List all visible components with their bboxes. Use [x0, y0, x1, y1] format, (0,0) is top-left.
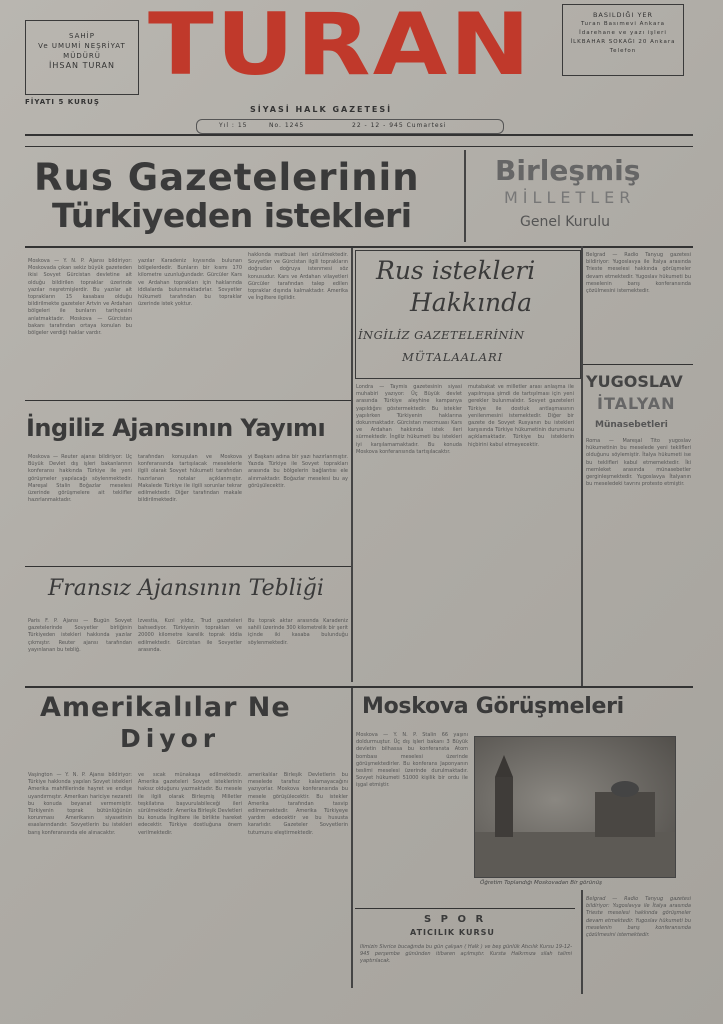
column-rule: [581, 890, 583, 994]
spor-headline: S P O R: [424, 914, 487, 925]
yugoslav-headline-line2: İTALYAN: [597, 394, 676, 413]
section-rule: [583, 364, 693, 365]
section-rule: [355, 908, 575, 909]
yugoslav-headline-line1: YUGOSLAV: [586, 372, 683, 391]
section-rule: [25, 400, 351, 401]
publisher-line: Telefon: [609, 48, 637, 54]
spor-body: İlimizin Sivrice bucağında bu gün çalışan ( Halk ) ve beş günlük Atıcılık Kursu 19-12-945 perşembe gününden itibaren açılmıştır. Kursta Halkımıza silah talimi yaptırılacak.: [360, 944, 572, 965]
issue-date: 22 - 12 - 945 Cumartesi: [352, 122, 447, 129]
fransiz-col2: İzvestia, Kızıl yıldız, Trud gazeteleri bahsediyor. Türkiyenin toprakları ve 20000 kilometre karelik toprak iddia edilmektedir. Gürcistan ile Sovyetler arasında.: [138, 618, 242, 653]
photo-tower: [495, 777, 513, 837]
owner-line: İHSAN TURAN: [48, 61, 116, 70]
publisher-line: BASILDIĞI YER: [592, 11, 654, 19]
publisher-line: İdarehane ve yazı işleri: [579, 30, 667, 36]
rus-body-col1: Moskova — Y. N. P. Ajansı bildiriyor: Moskovada çıkan sekiz büyük gazeteden ikisi Sovyet Gürcistan devletine ait olduğu bildirilen topraklar üzerinde yazılar neşretmişlerdir. Bu yazılar ait toprakların 15 kasabası olduğu bildirilmekte gazeteler Artvin ve Ardahan bölgeleri ile bunların tarihçesini anlatmaktadır. Moskova — Gürcistan bakanı tarafından ortaya konulan bu bölgeler verdiği haklar vardır.: [28, 258, 132, 337]
yugoslav-headline-line3: Münasebetleri: [595, 420, 668, 430]
owner-line: Ve UMUMİ NEŞRİYAT: [38, 42, 126, 50]
moskova-body: Moskova — Y. N. P. Stalin 66 yaşını doldurmuştur. Üç dış işleri bakanı 3 Büyük devletin bilhassa bu konferansta Atom bombası meselesi üzerinde görüşmektedirler. Bu konferans Japonyanın teslimi meselesi üzerinde durulmaktadır. Sovyet hükumeti 51000 kişilik bir ordu ile işgal etmiştir.: [356, 732, 468, 789]
publisher-box: [562, 4, 684, 76]
price-label: FİYATI 5 KURUŞ: [25, 98, 100, 106]
column-rule: [351, 246, 353, 682]
fransiz-col3: Bu toprak aktar arasında Karadeniz sahili üzerinde 300 kilometrelik bir şerit içinde iki kasaba bulunduğu söylenmektedir.: [248, 618, 348, 646]
yugoslav-body: Roma — Mareşal Tito yugoslav hükumetinin bu meselede yeni teklifleri olduğunu söylemiştir. İtalya hükumeti ise bu teklifleri kabul etmemektedir. İki memleket arasında münasebetler gerginleşmektedir. Yugoslavya İtalyanın bu meseledeki tavrını protesto etmiştir.: [586, 438, 691, 488]
spor-subheadline: ATICILIK KURSU: [410, 928, 495, 937]
owner-box: [25, 20, 139, 95]
amerikalilar-col2: ve sıcak münakaşa edilmektedir. Amerika gazeteleri Sovyet isteklerinin haksız olduğunu yazmaktadır. Bu mesele ile ilgili olarak Birleşmiş Milletler teşkilatına başvurulabileceği ileri sürülmektedir. Amerika Birleşik Devletleri bu konuda İngiltere ile birlikte hareket edecektir. Türkiye dostluğuna önem verilmektedir.: [138, 772, 242, 836]
masthead-rule-thin: [25, 146, 693, 147]
masthead-title: TURAN: [148, 0, 533, 95]
amerikalilar-col1: Vaşington — Y. N. P. Ajansı bildiriyor: Türkiye hakkında yapılan Sovyet istekleri Amerika mahfillerinde hayret ve endişe uyandırmıştır. Amerikan hariciye nezareti bu konuda beyanat vermemiştir. Türkiyenin toprak bütünlüğünün korunması Amerikanın siyasetinin esaslarındandır. Sovyetlerin bu istekleri barış konferansında ele alınacaktır.: [28, 772, 132, 836]
column-rule: [464, 150, 466, 242]
photo-dome: [611, 781, 639, 797]
section-rule: [25, 686, 693, 688]
amerikalilar-col3: amerikalılar Birleşik Devletlerin bu meselede tarafsız kalamayacağını yazıyorlar. Moskova konferansında bu mesele görüşülecektir. Bu istekler Amerika tarafından tasvip edilmemektedir. Amerika Türkiyeye yardım edecektir ve bu hususta kararlıdır. Gazeteler Sovyetlerin tutumunu eleştirmektedir.: [248, 772, 348, 836]
rus-istekleri-line2: Hakkında: [410, 288, 533, 317]
amerikalilar-headline-line2: Diyor: [120, 724, 221, 753]
photo-scene: [475, 737, 675, 877]
ingiliz-col1: Moskova — Reuter ajansı bildiriyor: Üç Büyük Devlet dış işleri bakanlarının konferansı hakkında Türkiye ile yeni görüşmeler yapılacağı söylenmektedir. Mareşal Stalin Boğazlar meselesi üzerinde görüşmelere ait teklifler hazırlanmaktadır.: [28, 454, 132, 504]
birlesmis-headline-line2: MİLLETLER: [504, 188, 636, 207]
paper-subtitle: SİYASİ HALK GAZETESİ: [250, 105, 393, 114]
rus-istekleri-line3: İNGİLİZ GAZETELERİNİN: [358, 328, 525, 342]
issue-strip: [196, 119, 504, 134]
rus-istekleri-col1: Londra — Taymis gazetesinin siyasi muhabiri yazıyor: Üç Büyük devlet arasında Türkiye aleyhine kampanya yapıldığını göstermektedir. Bu istekler yapılırken Türkiyenin haklarına dokunmaktadır. Gürcistan mecmuası Kars ve Ardahan hakkında istek ileri sürmektedir. İngiliz hükumeti bu istekleri iyi karşılamamaktadır. Bu konuda Moskova konferansında tartışılacaktır.: [356, 384, 462, 455]
owner-line: SAHİP: [69, 32, 95, 40]
photo-spire: [495, 755, 513, 777]
rus-headline-line1: Rus Gazetelerinin: [34, 156, 420, 199]
amerikalilar-headline-line1: Amerikalılar Ne: [40, 692, 291, 723]
side-note: Belgrad — Radio Tanyug gazetesi bildiriyor: Yugoslavya ile İtalya arasında Trieste meselesi hakkında görüşmeler devam etmektedir. Yugoslav hükumeti bu meselenin barış konferansında çözülmesini istemektedir.: [586, 896, 691, 939]
moscow-photo-caption: Öğretim Toplandığı Moskovadan Bir görünüş: [480, 880, 602, 886]
column-rule: [581, 246, 583, 686]
birlesmis-headline-line3: Genel Kurulu: [520, 214, 611, 230]
ingiliz-headline: İngiliz Ajansının Yayımı: [26, 414, 326, 442]
rus-istekleri-col2: mutabakat ve milletler arası anlaşma ile yapılmışsa şimdi de tartışılması için yeni gerekler bulunmalıdır. Sovyet gazeteleri Türkiye ile dostluk antlaşmasının yenilenmesini istemektedir. Diğer bir gazete de Sovyet Rusyanın bu istekleri karşısında Türkiye hükumetinin durumunu açıklamaktadır. Türkiye bu isteklerin hiçbirini kabul etmeyecektir.: [468, 384, 574, 448]
yugoslav-intro: Belgrad — Radio Tanyug gazetesi bildiriyor: Yugoslavya ile İtalya arasında Trieste meselesi hakkında görüşmeler devam etmektedir. Yugoslav hükumeti bu meselenin barış konferansında çözülmesini istemektedir.: [586, 252, 691, 295]
rus-body-col3: hakkında matbuat ileri sürülmektedir. Sovyetler ve Gürcistan ilgili toprakların doğrudan doğruya istenmesi söz konusudur. Kars ve Ardahan vilayetleri Gürcüler tarafından talep edilen topraklar dışında kalmaktadır. Amerika ve İngiltere ilgilidir.: [248, 252, 348, 302]
ingiliz-col2: tarafından konuşulan ve Moskova konferansında tartışılacak meselelerle ilgili olarak Sovyet hükumeti tarafından hazırlanan notalar açıklanmıştır. Makalede Türkiye ile ilgili sorunlar tekrar edilmektedir. Diğer tarafından makale bildirilmektedir.: [138, 454, 242, 504]
rus-istekleri-line1: Rus istekleri: [376, 256, 536, 285]
photo-ground: [475, 832, 675, 877]
ingiliz-col3: yi Başkanı adına bir yazı hazırlanmıştır. Yazıda Türkiye ile Sovyet toprakları arasında bu bölgelerin bağlantısı ele alınmaktadır. Boğazlar meselesi bu ay görüşülecektir.: [248, 454, 348, 489]
issue-number: No. 1245: [269, 122, 305, 129]
section-rule: [25, 246, 693, 248]
publisher-line: İLKBAHAR SOKAĞI 20 Ankara: [570, 39, 676, 45]
fransiz-col1: Paris F. P. Ajansı — Bugün Sovyet gazetelerinde Sovyetler birliğinin Türkiyeden istekleri hakkında yazılar çıkmıştır. Reuter ajansı tarafından yayınlanan bu tebliğ.: [28, 618, 132, 653]
rus-istekleri-line4: MÜTALAALARI: [402, 350, 504, 364]
birlesmis-headline-line1: Birleşmiş: [495, 154, 641, 187]
masthead-rule: [25, 134, 693, 136]
photo-building: [595, 792, 655, 837]
publisher-line: Turan Basımevi Ankara: [580, 21, 666, 27]
moscow-photo: [474, 736, 676, 878]
rus-body-col2: yazılar Karadeniz kıyısında bulunan bölgelerdedir. Bunların bir kısmı 170 kilometre uzunluğundadır. Gürcüler Kars ve Ardahan toprakları için haklarında iddialarda bulunmaktadırlar. Sovyetler hükumeti tarafından bu topraklar üzerinde istek yoktur.: [138, 258, 242, 308]
column-rule: [351, 688, 353, 988]
section-rule: [25, 566, 351, 567]
moskova-headline: Moskova Görüşmeleri: [362, 694, 624, 719]
fransiz-headline: Fransız Ajansının Tebliği: [48, 576, 324, 601]
rus-headline-line2: Türkiyeden istekleri: [52, 196, 412, 235]
owner-line: MÜDÜRÜ: [63, 52, 101, 60]
issue-year: Yıl : 15: [219, 122, 248, 129]
